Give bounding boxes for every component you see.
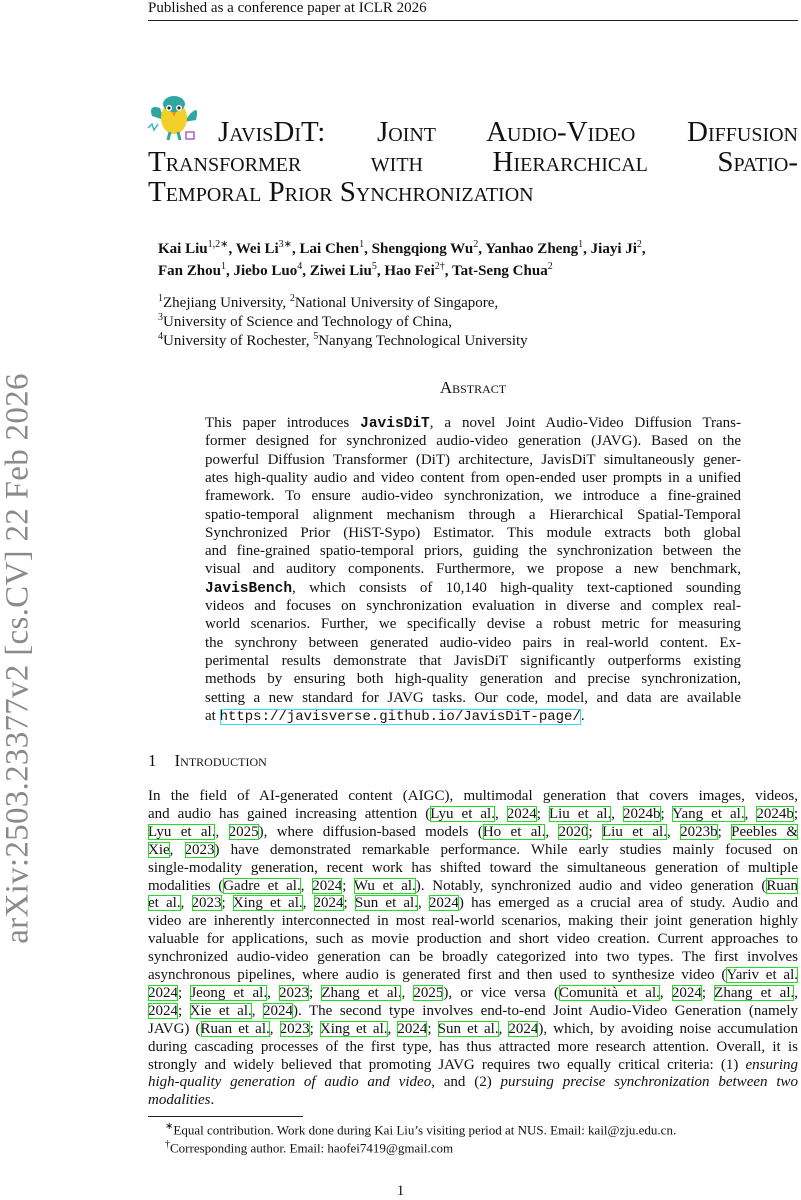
- citation-link[interactable]: Ruan et al.: [200, 1020, 270, 1037]
- author-name: Fan Zhou: [158, 263, 221, 279]
- citation-link[interactable]: Sun et al.: [354, 895, 418, 912]
- text-line: visual and auditory components. Furthermore, we propose a new benchmark,: [205, 561, 741, 578]
- italic-text: pursuing precise synchronization between two: [500, 1074, 798, 1091]
- author-name: Tat-Seng Chua: [451, 263, 548, 279]
- text-line: former designed for synchronized audio-video generation (JAVG). Based on the: [205, 433, 741, 450]
- author-affiliation-mark: 1: [359, 239, 365, 250]
- citation-link[interactable]: 2023: [191, 895, 222, 912]
- citation-link[interactable]: 2024: [506, 805, 537, 822]
- affiliation-name: Zhejiang University,: [163, 295, 290, 311]
- text-line: framework. To ensure audio-video synchronization, we introduce a fine-grained: [205, 488, 741, 505]
- author-name: Wei Li: [235, 241, 279, 257]
- citation-link[interactable]: Zhang et al.: [321, 984, 402, 1001]
- text-line: at https://javisverse.github.io/JavisDiT-page/.: [205, 707, 585, 725]
- text-line: powerful Diffusion Transformer (DiT) architecture, JavisDiT simultaneously gener-: [205, 451, 741, 468]
- text-line: 2024; Xie et al., 2024). The second type involves end-to-end Joint Audio-Video Generation (namely: [148, 1002, 799, 1019]
- text-line: Xie, 2023) have demonstrated remarkable performance. While early studies mainly focused on: [148, 841, 798, 858]
- text-line: the synchrony between generated audio-video pairs in real-world content. Ex-: [205, 634, 741, 651]
- section-title: Introduction: [174, 751, 267, 770]
- citation-link[interactable]: Liu et al.: [548, 805, 612, 822]
- author-affiliation-mark: 2: [547, 261, 553, 272]
- citation-link[interactable]: 2024b: [623, 805, 661, 822]
- citation-link[interactable]: et al.: [148, 895, 181, 912]
- citation-link[interactable]: 2025: [228, 823, 259, 840]
- code-name: JavisBench: [205, 580, 293, 597]
- title-line-1: JavisDiT: Joint Audio-Video Diffusion: [218, 116, 798, 148]
- text-line: single-modality generation, recent work has shifted toward the simultaneous generation of multiple: [148, 859, 798, 876]
- citation-link[interactable]: Lyu et al.: [430, 805, 495, 822]
- text-line: during cascading processes of the first type, has thus attracted more research attention. Overall, it is: [148, 1038, 798, 1055]
- text-line: Synchronized Prior (HiST-Sypo) Estimator. This module extracts both global: [205, 524, 741, 541]
- text-line: world scenarios. Further, we specifically devise a robust metric for measuring: [205, 616, 741, 633]
- citation-link[interactable]: Sun et al.: [437, 1020, 499, 1037]
- citation-link[interactable]: Xie: [148, 841, 170, 858]
- citation-link[interactable]: Comunità et al.: [558, 984, 660, 1001]
- author-line-1: Kai Liu$^{1,2∗}$, Wei $Li^{3∗}$, Lai Chen$^1$, Shengqiong Wu$^2$, Yanhao Zheng$^1$, Jiayi Ji$^2$,: [158, 239, 646, 257]
- text-line: This paper introduces JavisDiT, a novel Joint Audio-Video Diffusion Trans-: [205, 415, 742, 432]
- author-name: Shengqiong Wu: [371, 241, 474, 257]
- author-affiliation-mark: 1,2∗: [207, 239, 229, 250]
- citation-link[interactable]: 2024: [312, 877, 343, 894]
- citation-link[interactable]: 2025: [413, 984, 444, 1001]
- text-line: perimental results demonstrate that JavisDiT significantly outperforms existing: [205, 652, 741, 669]
- affiliation-name: Nanyang Technological University: [318, 333, 528, 349]
- text-line: video are inherently interconnected in most real-world scenarios, making their joint generation highly: [148, 913, 798, 930]
- author-affiliation-mark: 1: [220, 261, 226, 272]
- citation-link[interactable]: 2020: [558, 823, 589, 840]
- page-number: 1: [396, 1183, 405, 1199]
- italic-text: high-quality generation of audio and video: [148, 1074, 432, 1091]
- citation-link[interactable]: Peebles &: [731, 823, 799, 840]
- author-affiliation-mark: 2†: [434, 261, 445, 272]
- affiliation-line-3: [158, 331, 528, 350]
- text-line: strongly and widely believed that promoting JAVG requires two equally critical criteria: (1) ensuring: [148, 1056, 798, 1073]
- citation-link[interactable]: Yang et al.: [672, 805, 745, 822]
- affiliation-mark: 1: [158, 293, 163, 304]
- title-line-3: Temporal Prior Synchronization: [148, 176, 534, 208]
- text-line: valuable for applications, such as movie production and short video creation. Current approaches to: [148, 931, 798, 948]
- text-line: asynchronous pipelines, where audio is generated first and then used to synthesize video (Yariv et al.: [148, 967, 798, 983]
- citation-link[interactable]: 2023: [279, 1020, 310, 1037]
- text-line: In the field of AI-generated content (AIGC), multimodal generation that covers images, videos,: [148, 788, 798, 804]
- affiliation-mark: 3: [158, 312, 163, 323]
- text-line: synchronized audio-video generation can be broadly categorized into two types. The first involves: [148, 949, 798, 966]
- citation-link[interactable]: 2023: [184, 841, 215, 858]
- author-affiliation-mark: 3∗: [278, 239, 293, 250]
- citation-link[interactable]: Lyu et al.: [148, 823, 216, 840]
- citation-link[interactable]: 2024: [263, 1002, 294, 1019]
- citation-link[interactable]: Yariv et al.: [726, 967, 798, 983]
- citation-link[interactable]: 2023b: [680, 823, 718, 840]
- italic-text: ensuring: [745, 1056, 798, 1073]
- author-name: Ziwei Liu: [309, 263, 372, 279]
- author-affiliation-mark: 5: [371, 261, 377, 272]
- citation-link[interactable]: Wu et al.: [353, 877, 416, 894]
- text-line: JavisBench, which consists of 10,140 high-quality text-captioned sounding: [205, 579, 741, 597]
- text-line: and audio has gained increasing attention (Lyu et al., 2024; Liu et al., 2024b; Yang et al., 2024b;: [148, 805, 799, 822]
- citation-link[interactable]: Ho et al.: [482, 823, 546, 840]
- author-affiliation-mark: 4: [297, 261, 303, 272]
- parrot-logo-icon: [146, 94, 202, 144]
- footnote-rule: [148, 1116, 303, 1117]
- author-affiliation-mark: 2: [636, 239, 642, 250]
- section-heading-introduction: [148, 751, 267, 771]
- footnote-text: Corresponding author. Email: haofei7419@gmail.com: [170, 1140, 454, 1156]
- affiliation-mark: 4: [158, 331, 163, 342]
- section-number: 1: [148, 751, 157, 770]
- citation-link[interactable]: 2024: [397, 1020, 428, 1037]
- text-line: 2024; Jeong et al., 2023; Zhang et al., 2025), or vice versa (Comunità et al., 2024; Zhang et al.,: [148, 984, 798, 1001]
- affiliation-name: University of Rochester,: [163, 333, 314, 349]
- affiliation-mark: 2: [289, 293, 295, 304]
- citation-link[interactable]: Xie et al.: [189, 1002, 252, 1019]
- text-line: methods by ensuring both high-quality generation and precise synchronization,: [205, 671, 741, 688]
- footnote-mark: ∗: [165, 1121, 174, 1132]
- citation-link[interactable]: 2023: [279, 984, 310, 1001]
- author-name: Jiebo Luo: [233, 263, 298, 279]
- header-rule: [148, 20, 798, 21]
- author-line-2: Fan Zhou$^1$, Jiebo Luo$^4$, Ziwei Liu$^5$, Hao Fei$^{2\dagger}$, Tat-Seng Chua$^2$: [158, 261, 553, 279]
- author-name: Jiayi Ji: [590, 241, 637, 257]
- affiliation-mark: 5: [313, 331, 319, 342]
- code-name: JavisDiT: [360, 416, 430, 432]
- text-line: Lyu et al., 2025), where diffusion-based models (Ho et al., 2020; Liu et al., 2023b; Peebles &: [148, 823, 799, 840]
- text-line: JAVG) (Ruan et al., 2023; Xing et al., 2024; Sun et al., 2024), which, by avoiding noise accumulation: [148, 1020, 799, 1037]
- running-header: Published as a conference paper at ICLR 2026: [148, 0, 427, 16]
- author-name: Hao Fei: [384, 263, 435, 279]
- citation-link[interactable]: Liu et al.: [602, 823, 667, 840]
- citation-link[interactable]: 2024: [148, 984, 178, 1001]
- citation-link[interactable]: Xing et al.: [232, 895, 303, 912]
- text-line: ates high-quality audio and video content from open-ended user prompts in a unified: [205, 469, 741, 486]
- citation-link[interactable]: 2024: [671, 984, 702, 1001]
- author-name: Kai Liu: [158, 241, 208, 257]
- citation-link[interactable]: Ruan: [766, 877, 798, 894]
- citation-link[interactable]: Gadre et al.: [223, 877, 301, 894]
- affiliation-line-2: [158, 312, 452, 331]
- author-name: Lai Chen: [299, 241, 360, 257]
- text-line: et al., 2023; Xing et al., 2024; Sun et al., 2024) has emerged as a crucial area of study. Audio and: [148, 895, 799, 912]
- footnote-2: [165, 1139, 453, 1156]
- text-line: and fine-grained spatio-temporal priors, guiding the synchronization between the: [205, 543, 741, 560]
- text-line: setting a new standard for JAVG tasks. Our code, model, and data are available: [205, 689, 741, 706]
- italic-text: modalities: [148, 1092, 211, 1109]
- abstract-heading: Abstract: [439, 378, 507, 397]
- citation-link[interactable]: Jeong et al.: [190, 984, 268, 1001]
- citation-link[interactable]: 2024: [313, 895, 344, 912]
- arxiv-stamp: arXiv:2503.23377v2 [cs.CV] 22 Feb 2026: [0, 373, 36, 944]
- citation-link[interactable]: 2024b: [756, 805, 794, 822]
- text-line: modalities.: [148, 1092, 215, 1109]
- affiliation-line-1: [158, 293, 498, 312]
- text-line: videos and focuses on synchronization evaluation in diverse and complex real-: [205, 598, 741, 614]
- text-line: high-quality generation of audio and video, and (2) pursuing precise synchronization between two: [148, 1074, 798, 1091]
- citation-link[interactable]: 2024: [508, 1020, 539, 1037]
- affiliation-name: National University of Singapore,: [294, 295, 499, 311]
- citation-link[interactable]: 2024: [148, 1002, 178, 1019]
- citation-link[interactable]: 2024: [428, 895, 459, 912]
- footnote-text: Equal contribution. Work done during Kai Liu’s visiting period at NUS. Email: kail@zju.edu.cn.: [173, 1122, 677, 1138]
- text-line: modalities (Gadre et al., 2024; Wu et al.). Notably, synchronized audio and video generation (Ruan: [148, 877, 798, 894]
- citation-link[interactable]: Zhang et al.: [714, 984, 795, 1001]
- author-name: Yanhao Zheng: [485, 241, 579, 257]
- affiliation-name: University of Science and Technology of China,: [163, 314, 453, 330]
- title-line-2: Transformer with Hierarchical Spatio-: [148, 146, 798, 178]
- project-url-link[interactable]: https://javisverse.github.io/JavisDiT-page/: [219, 708, 581, 725]
- text-line: spatio-temporal alignment mechanism through a Hierarchical Spatial-Temporal: [205, 506, 741, 523]
- author-affiliation-mark: 2: [473, 239, 479, 250]
- footnote-mark: †: [165, 1139, 170, 1150]
- citation-link[interactable]: Xing et al.: [319, 1020, 388, 1037]
- author-affiliation-mark: 1: [578, 239, 584, 250]
- footnote-1: [165, 1121, 676, 1138]
